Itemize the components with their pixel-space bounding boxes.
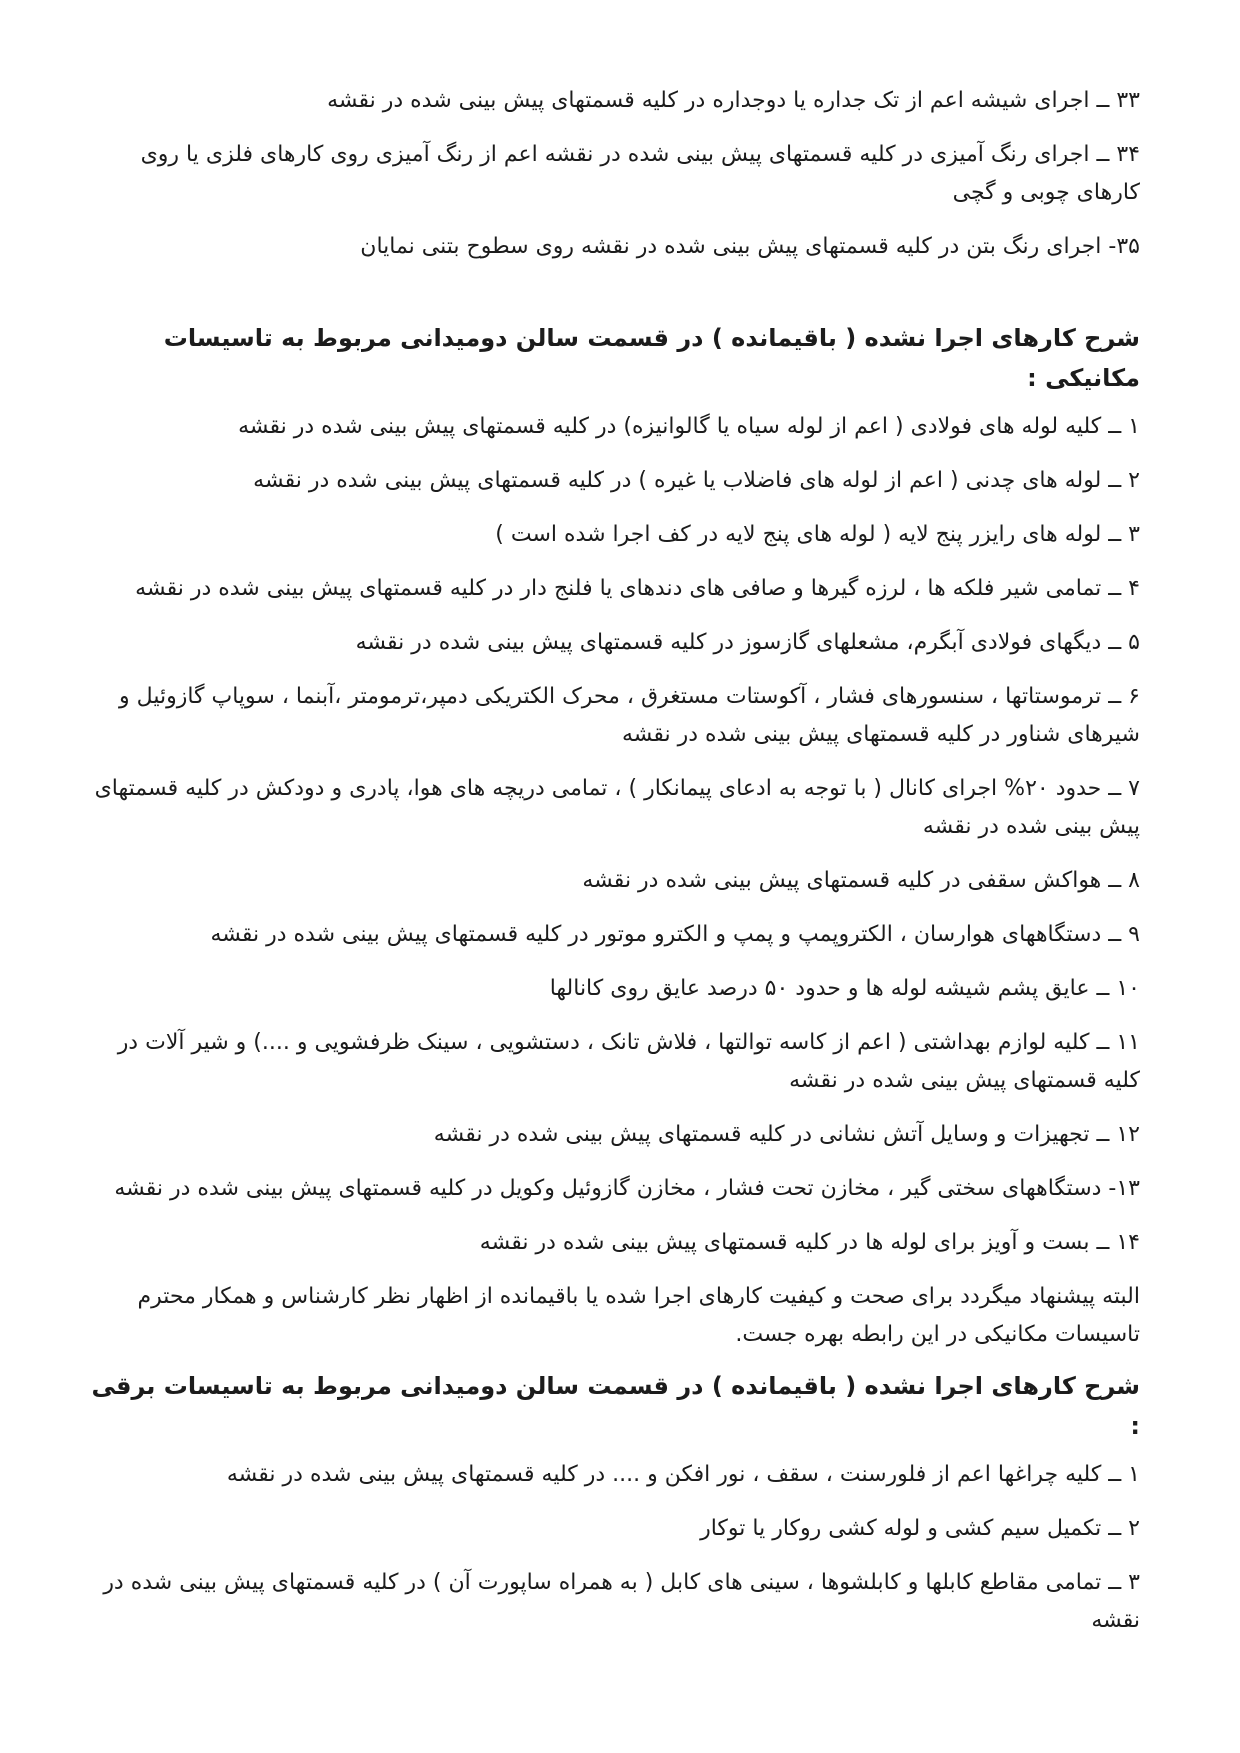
mechanical-item-11: ۱۱ ــ کلیه لوازم بهداشتی ( اعم از کاسه توالتها ، فلاش تانک ، دستشویی ، سینک ظرفشویی و ....) و شیر آلات در کلیه قسمتهای پیش بینی شده در نقشه [117,1030,1140,1093]
mechanical-item-7: ۷ ــ حدود ۲۰% اجرای کانال ( با توجه به ادعای پیمانکار ) ، تمامی دریچه های هوا، پادری و دودکش در کلیه قسمتهای پیش بینی شده در نقشه [94,776,1140,839]
electrical-item-1: ۱ ــ کلیه چراغها اعم از فلورسنت ، سقف ، نور افکن و .... در کلیه قسمتهای پیش بینی شده در نقشه [226,1462,1140,1487]
mechanical-item-14: ۱۴ ــ بست و آویز برای لوله ها در کلیه قسمتهای پیش بینی شده در نقشه [479,1230,1140,1255]
electrical-heading: شرح کارهای اجرا نشده ( باقیمانده ) در قسمت سالن دومیدانی مربوط به تاسیسات برقی : [91,1372,1140,1440]
mechanical-item-1: ۱ ــ کلیه لوله های فولادی ( اعم از لوله سیاه یا گالوانیزه) در کلیه قسمتهای پیش بینی شده در نقشه [238,414,1140,439]
mechanical-item-4: ۴ ــ تمامی شیر فلکه ها ، لرزه گیرها و صافی های دندهای یا فلنج دار در کلیه قسمتهای پیش بینی شده در نقشه [135,576,1140,601]
mechanical-item-9: ۹ ــ دستگاههای هوارسان ، الکتروپمپ و پمپ و الکترو موتور در کلیه قسمتهای پیش بینی شده در نقشه [210,922,1140,947]
mechanical-heading: شرح کارهای اجرا نشده ( باقیمانده ) در قسمت سالن دومیدانی مربوط به تاسیسات مکانیکی : [163,324,1140,392]
mechanical-item-10: ۱۰ ــ عایق پشم شیشه لوله ها و حدود ۵۰ درصد عایق روی کانالها [549,976,1140,1001]
mechanical-item-6: ۶ ــ ترموستاتها ، سنسورهای فشار ، آکوستات مستغرق ، محرک الکتریکی دمپر،ترمومتر ،آبنما ، سوپاپ گازوئیل و شیرهای شناور در کلیه قسمتهای پیش بینی شده در نقشه [119,684,1140,747]
arch-item-33: ۳۳ ــ اجرای شیشه اعم از تک جداره یا دوجداره در کلیه قسمتهای پیش بینی شده در نقشه [327,88,1140,113]
electrical-item-2: ۲ ــ تکمیل سیم کشی و لوله کشی روکار یا توکار [700,1516,1140,1541]
electrical-item-3: ۳ ــ تمامی مقاطع کابلها و کابلشوها ، سینی های کابل ( به همراه ساپورت آن ) در کلیه قسمتهای پیش بینی شده در نقشه [103,1570,1140,1633]
mechanical-item-12: ۱۲ ــ تجهیزات و وسایل آتش نشانی در کلیه قسمتهای پیش بینی شده در نقشه [433,1122,1140,1147]
mechanical-item-8: ۸ ــ هواکش سقفی در کلیه قسمتهای پیش بینی شده در نقشه [582,868,1140,893]
mechanical-item-5: ۵ ــ دیگهای فولادی آبگرم، مشعلهای گازسوز در کلیه قسمتهای پیش بینی شده در نقشه [355,630,1140,655]
mechanical-item-2: ۲ ــ لوله های چدنی ( اعم از لوله های فاضلاب یا غیره ) در کلیه قسمتهای پیش بینی شده در نقشه [253,468,1140,493]
mechanical-note: البته پیشنهاد میگردد برای صحت و کیفیت کارهای اجرا شده یا باقیمانده از اظهار نظر کارشناس و همکار محترم تاسیسات مکانیکی در این رابطه بهره جست. [137,1284,1140,1347]
arch-item-35: ۳۵- اجرای رنگ بتن در کلیه قسمتهای پیش بینی شده در نقشه روی سطوح بتنی نمایان [360,234,1140,259]
arch-item-34: ۳۴ ــ اجرای رنگ آمیزی در کلیه قسمتهای پیش بینی شده در نقشه اعم از رنگ آمیزی روی کارهای فلزی یا روی کارهای چوبی و گچی [140,142,1140,205]
mechanical-item-3: ۳ ــ لوله های رایزر پنج لایه ( لوله های پنج لایه در کف اجرا شده است ) [495,522,1140,547]
mechanical-item-13: ۱۳- دستگاههای سختی گیر ، مخازن تحت فشار ، مخازن گازوئیل وکویل در کلیه قسمتهای پیش بینی شده در نقشه [114,1176,1140,1201]
